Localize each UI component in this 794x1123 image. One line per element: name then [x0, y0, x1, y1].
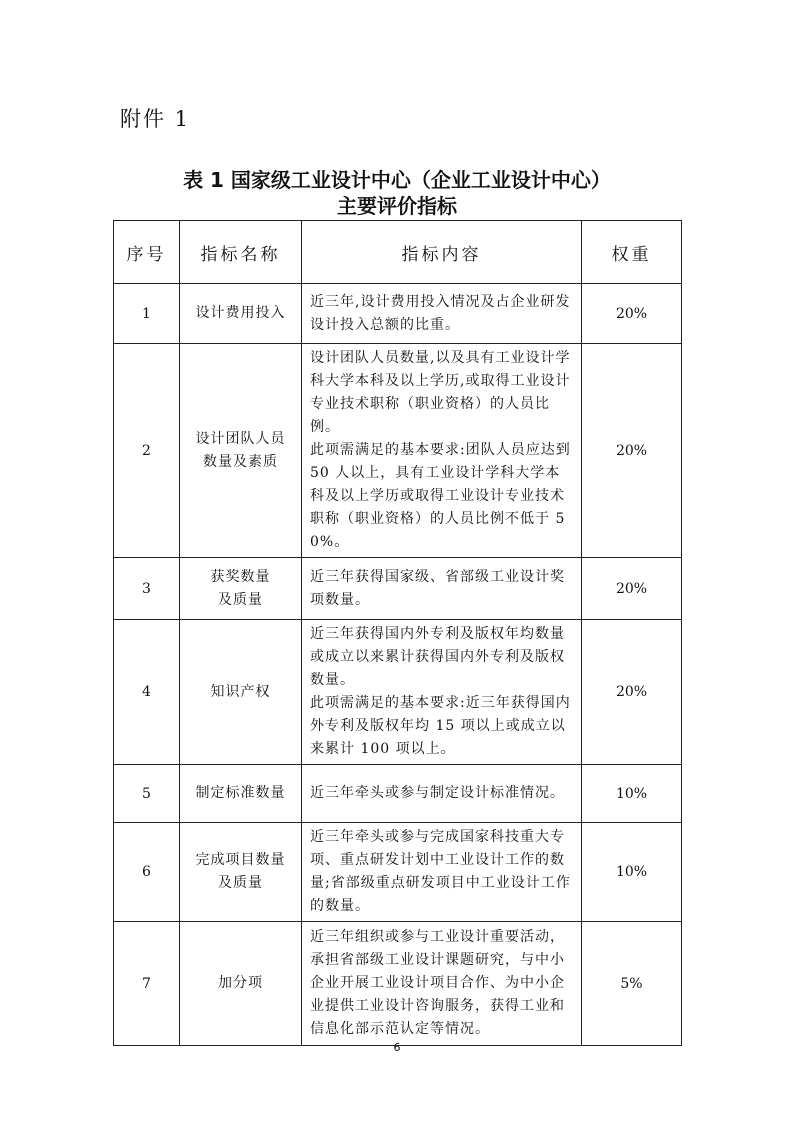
- evaluation-table: [113, 220, 682, 1046]
- indicator-content-paragraph: 近三年组织或参与工业设计重要活动，承担省部级工业设计课题研究，与中小企业开展工业设计项目合作、为中小企业提供工业设计咨询服务，获得工业和信息化部示范认定等情况。: [310, 929, 565, 1037]
- indicator-name: [180, 922, 302, 1046]
- weight-value: 20%: [582, 620, 682, 765]
- table-row: [114, 558, 682, 620]
- indicator-name-line: 及质量: [218, 875, 263, 891]
- weight-value: 10%: [582, 765, 682, 823]
- header-content: 指标内容: [302, 221, 582, 284]
- table-row: [114, 284, 682, 344]
- indicator-name: [180, 284, 302, 344]
- table-title-line-1: 表 1 国家级工业设计中心（企业工业设计中心）: [183, 168, 611, 192]
- header-no: 序号: [114, 221, 180, 284]
- table-row: [114, 823, 682, 922]
- indicator-name: [180, 765, 302, 823]
- table-body: [114, 284, 682, 1046]
- weight-value: 10%: [582, 823, 682, 922]
- indicator-content-paragraph: 此项需满足的基本要求:近三年获得国内外专利及版权年均 15 项以上或成立以来累计 100 项以上。: [310, 695, 571, 757]
- row-number: 4: [114, 620, 180, 765]
- indicator-name-line: 获奖数量: [210, 568, 271, 585]
- row-number: 2: [114, 344, 180, 558]
- table-row: [114, 922, 682, 1046]
- table-title-line-2: 主要评价指标: [337, 194, 457, 218]
- indicator-name-line: 设计费用投入: [195, 305, 286, 321]
- row-number: 3: [114, 558, 180, 620]
- row-number: 5: [114, 765, 180, 823]
- indicator-name: [180, 344, 302, 558]
- weight-value: 20%: [582, 344, 682, 558]
- row-number: 7: [114, 922, 180, 1046]
- row-number: 1: [114, 284, 180, 344]
- indicator-name-line: 知识产权: [210, 683, 271, 700]
- indicator-content: [302, 284, 582, 344]
- indicator-content-paragraph: 近三年牵头或参与完成国家科技重大专项、重点研发计划中工业设计工作的数量;省部级重点研发项目中工业设计工作的数量。: [310, 829, 571, 914]
- indicator-content: [302, 558, 582, 620]
- table-row: [114, 765, 682, 823]
- table-header-row: [114, 221, 682, 284]
- indicator-content: [302, 922, 582, 1046]
- indicator-name-line: 完成项目数量: [195, 852, 286, 868]
- indicator-content-paragraph: 近三年,设计费用投入情况及占企业研发设计投入总额的比重。: [310, 293, 571, 333]
- indicator-content-paragraph: 此项需满足的基本要求:团队人员应达到 50 人以上，具有工业设计学科大学本科及以上学历或取得工业设计专业技术职称（职业资格）的人员比例不低于 50%。: [310, 442, 571, 550]
- attachment-label: 附件 1: [120, 107, 191, 131]
- indicator-content: [302, 823, 582, 922]
- indicator-content: [302, 620, 582, 765]
- indicator-content-paragraph: 近三年获得国内外专利及版权年均数量或成立以来累计获得国内外专利及版权数量。: [310, 626, 565, 688]
- weight-value: 20%: [582, 284, 682, 344]
- header-name: 指标名称: [180, 221, 302, 284]
- row-number: 6: [114, 823, 180, 922]
- indicator-name-line: 加分项: [218, 975, 263, 991]
- indicator-name: [180, 620, 302, 765]
- indicator-content-paragraph: 近三年获得国家级、省部级工业设计奖项数量。: [310, 568, 565, 608]
- indicator-name-line: 及质量: [218, 591, 263, 608]
- indicator-name: [180, 823, 302, 922]
- table-row: [114, 344, 682, 558]
- weight-value: 20%: [582, 558, 682, 620]
- indicator-content: [302, 344, 582, 558]
- weight-value: 5%: [582, 922, 682, 1046]
- indicator-name-line: 数量及素质: [203, 453, 278, 470]
- indicator-content-paragraph: 近三年牵头或参与制定设计标准情况。: [310, 785, 565, 801]
- indicator-name: [180, 558, 302, 620]
- header-weight: 权重: [582, 221, 682, 284]
- page-number: 6: [393, 1041, 401, 1054]
- indicator-name-line: 制定标准数量: [195, 785, 286, 801]
- indicator-name-line: 设计团队人员: [195, 430, 286, 447]
- table-row: [114, 620, 682, 765]
- indicator-content: [302, 765, 582, 823]
- indicator-content-paragraph: 设计团队人员数量,以及具有工业设计学科大学本科及以上学历,或取得工业设计专业技术职称（职业资格）的人员比例。: [310, 350, 571, 435]
